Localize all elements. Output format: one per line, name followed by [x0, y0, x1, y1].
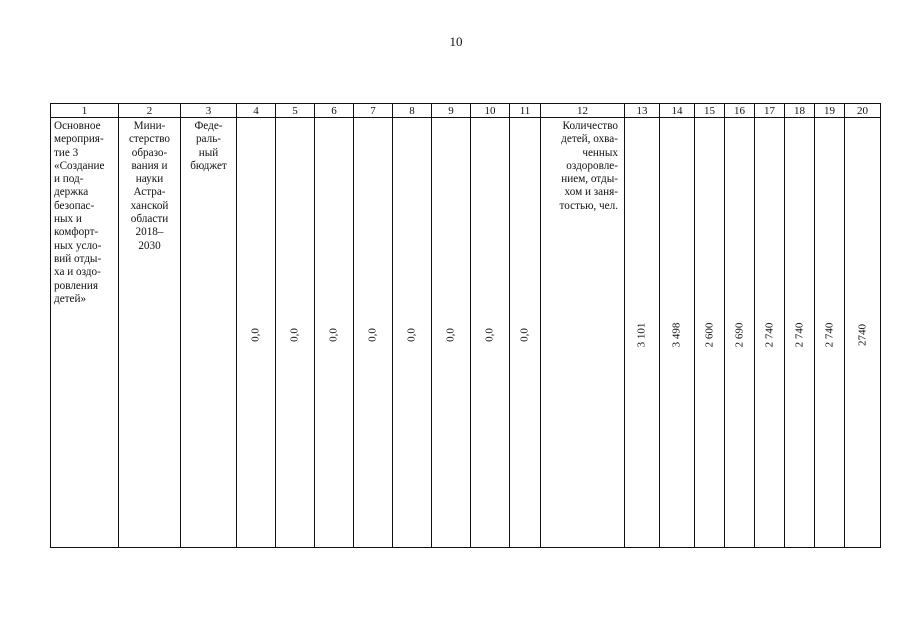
column-number: 5: [276, 104, 315, 118]
amount-value: 0,0: [366, 328, 379, 342]
funding-source-text: Феде- раль- ный бюджет: [190, 120, 227, 172]
column-number: 13: [625, 104, 660, 118]
amount-value: 0,0: [405, 328, 418, 342]
amount-value: 0,0: [288, 328, 301, 342]
amount-value: 0,0: [444, 328, 457, 342]
amount-value: 0,0: [483, 328, 496, 342]
measure-text: Основное мероприя- тие 3 «Создание и под- держка безопас- ных и комфорт- ных усло- вий отды- ха и оздо- ровления детей»: [54, 120, 105, 305]
amount-cell: [237, 118, 276, 548]
indicator-value: 3 101: [635, 322, 648, 348]
column-number: 12: [541, 104, 625, 118]
executor-cell: [119, 118, 181, 548]
indicator-value-cell: [755, 118, 785, 548]
measure-cell: [51, 118, 119, 548]
amount-cell: [393, 118, 432, 548]
amount-value: 0,0: [327, 328, 340, 342]
amount-cell: [510, 118, 541, 548]
indicator-value-cell: [660, 118, 695, 548]
amount-cell: [354, 118, 393, 548]
column-number: 9: [432, 104, 471, 118]
indicator-value: 2 740: [762, 322, 775, 348]
indicator-value-cell: [815, 118, 845, 548]
indicator-cell: [541, 118, 625, 548]
column-number: 8: [393, 104, 432, 118]
indicator-text: Количество детей, охва- ченных оздоровле- нием, отды- хом и заня- тостью, чел.: [559, 120, 618, 212]
executor-text: Мини- стерство образо- вания и науки Астра- ханской области 2018– 2030: [128, 120, 171, 252]
column-number: 16: [725, 104, 755, 118]
column-number-row: [51, 104, 881, 118]
table-row: [51, 118, 881, 548]
column-number: 20: [845, 104, 881, 118]
column-number: 7: [354, 104, 393, 118]
indicator-value-cell: [695, 118, 725, 548]
indicator-value: 2 690: [732, 322, 745, 348]
column-number: 14: [660, 104, 695, 118]
indicator-value-cell: [625, 118, 660, 548]
amount-cell: [471, 118, 510, 548]
indicator-value-cell: [785, 118, 815, 548]
column-number: 3: [181, 104, 237, 118]
amount-cell: [315, 118, 354, 548]
column-number: 1: [51, 104, 119, 118]
amount-cell: [276, 118, 315, 548]
indicator-value-cell: [845, 118, 881, 548]
indicator-value: 2 600: [702, 322, 715, 348]
column-number: 6: [315, 104, 354, 118]
column-number: 18: [785, 104, 815, 118]
column-number: 11: [510, 104, 541, 118]
indicator-value: 2 740: [822, 322, 835, 348]
amount-cell: [432, 118, 471, 548]
indicator-value: 3 498: [670, 322, 683, 348]
amount-value: 0,0: [518, 328, 531, 342]
column-number: 15: [695, 104, 725, 118]
funding-source-cell: [181, 118, 237, 548]
column-number: 4: [237, 104, 276, 118]
page-number: 10: [449, 34, 463, 49]
program-table: [50, 103, 881, 548]
indicator-value: 2740: [855, 324, 868, 346]
column-number: 19: [815, 104, 845, 118]
amount-value: 0,0: [249, 328, 262, 342]
indicator-value-cell: [725, 118, 755, 548]
column-number: 10: [471, 104, 510, 118]
column-number: 17: [755, 104, 785, 118]
indicator-value: 2 740: [792, 322, 805, 348]
column-number: 2: [119, 104, 181, 118]
